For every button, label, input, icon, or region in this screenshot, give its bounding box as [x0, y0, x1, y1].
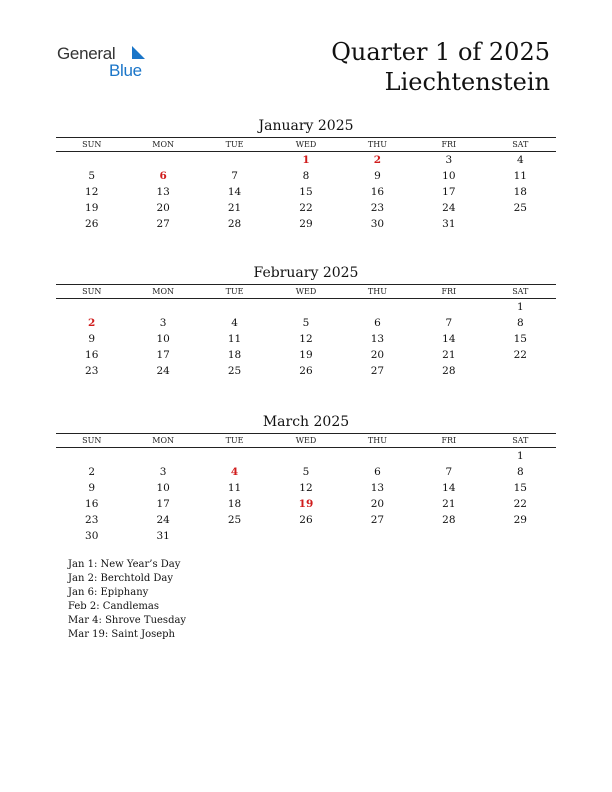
day-cell: 19	[298, 498, 314, 510]
day-cell: 27	[370, 514, 385, 526]
day-cell: 30	[85, 530, 99, 542]
weekday-mon: MON	[152, 287, 174, 296]
weekday-fri: FRI	[441, 287, 457, 296]
day-cell: 9	[374, 170, 381, 182]
day-grid	[56, 448, 556, 544]
empty-cell	[56, 299, 127, 315]
day-cell: 2	[88, 466, 96, 478]
day-cell: 13	[370, 333, 385, 345]
day-cell: 14	[442, 482, 456, 494]
empty-cell	[413, 299, 484, 315]
day-cell: 17	[156, 498, 170, 510]
empty-cell	[199, 152, 270, 168]
day-cell: 15	[513, 482, 527, 494]
day-cell: 10	[442, 170, 456, 182]
day-cell: 22	[513, 498, 527, 510]
day-cell: 4	[231, 317, 238, 329]
day-cell: 23	[85, 514, 99, 526]
day-cell: 14	[227, 186, 242, 198]
month-january	[56, 117, 556, 232]
weekday-wed: WED	[295, 287, 317, 296]
empty-cell	[127, 448, 198, 464]
weekday-thu: THU	[367, 436, 387, 445]
empty-cell	[270, 448, 341, 464]
month-february	[56, 264, 556, 379]
day-cell: 24	[442, 202, 456, 214]
day-cell: 18	[227, 498, 242, 510]
title-quarter: Quarter 1 of 2025	[331, 38, 550, 66]
day-cell: 11	[513, 170, 527, 182]
day-cell: 27	[370, 365, 385, 377]
day-cell: 25	[227, 514, 242, 526]
day-cell: 14	[442, 333, 456, 345]
weekday-fri: FRI	[441, 140, 457, 149]
holiday-notes	[68, 558, 186, 642]
day-cell: 1	[516, 301, 524, 313]
day-cell: 6	[374, 466, 381, 478]
day-cell: 3	[159, 317, 167, 329]
weekday-fri: FRI	[441, 436, 457, 445]
day-cell: 2	[373, 154, 382, 166]
logo-general: General	[57, 44, 116, 63]
day-cell: 13	[156, 186, 170, 198]
day-cell: 5	[302, 466, 310, 478]
day-cell: 21	[227, 202, 242, 214]
weekday-sun: SUN	[82, 287, 102, 296]
day-cell: 5	[302, 317, 310, 329]
day-cell: 28	[442, 514, 456, 526]
month-title: February 2025	[253, 265, 359, 281]
day-cell: 22	[513, 349, 527, 361]
day-cell: 20	[370, 349, 385, 361]
day-cell: 28	[227, 218, 242, 230]
month-march	[56, 413, 556, 544]
day-cell: 31	[156, 530, 170, 542]
day-cell: 18	[227, 349, 242, 361]
holiday-note: Feb 2: Candlemas	[68, 601, 159, 612]
day-cell: 12	[85, 186, 99, 198]
day-cell: 16	[370, 186, 385, 198]
day-cell: 25	[227, 365, 242, 377]
holiday-note: Jan 1: New Year’s Day	[68, 559, 181, 570]
weekday-sat: SAT	[512, 140, 529, 149]
day-cell: 16	[85, 498, 99, 510]
day-cell: 6	[159, 170, 167, 182]
month-title: January 2025	[258, 118, 354, 134]
weekday-sat: SAT	[512, 436, 529, 445]
day-cell: 20	[370, 498, 385, 510]
day-cell: 7	[445, 466, 453, 478]
day-cell: 10	[156, 333, 170, 345]
day-cell: 29	[299, 218, 313, 230]
day-cell: 1	[302, 154, 310, 166]
day-cell: 11	[227, 482, 242, 494]
empty-cell	[56, 448, 127, 464]
day-cell: 6	[374, 317, 381, 329]
day-cell: 22	[299, 202, 313, 214]
page-title	[331, 37, 550, 97]
empty-cell	[342, 448, 413, 464]
empty-cell	[127, 299, 198, 315]
empty-cell	[413, 448, 484, 464]
day-cell: 20	[156, 202, 170, 214]
empty-cell	[127, 152, 198, 168]
day-cell: 15	[299, 186, 313, 198]
weekday-header	[56, 137, 556, 152]
day-cell: 17	[442, 186, 456, 198]
day-cell: 21	[442, 498, 456, 510]
day-cell: 26	[85, 218, 99, 230]
day-cell: 4	[516, 154, 524, 166]
day-cell: 1	[516, 450, 524, 462]
day-cell: 30	[370, 218, 385, 230]
day-cell: 23	[85, 365, 99, 377]
day-cell: 5	[88, 170, 96, 182]
day-cell: 29	[513, 514, 527, 526]
weekday-wed: WED	[295, 140, 317, 149]
day-grid	[56, 152, 556, 232]
weekday-mon: MON	[152, 436, 174, 445]
empty-cell	[199, 448, 270, 464]
weekday-mon: MON	[152, 140, 174, 149]
weekday-sat: SAT	[512, 287, 529, 296]
empty-cell	[270, 299, 341, 315]
day-cell: 16	[85, 349, 99, 361]
day-cell: 18	[513, 186, 527, 198]
weekday-tue: TUE	[225, 287, 244, 296]
day-cell: 21	[442, 349, 456, 361]
day-cell: 27	[156, 218, 170, 230]
empty-cell	[342, 299, 413, 315]
day-cell: 2	[88, 317, 96, 329]
day-cell: 15	[513, 333, 527, 345]
weekday-wed: WED	[295, 436, 317, 445]
day-cell: 8	[516, 317, 524, 329]
day-cell: 3	[445, 154, 453, 166]
holiday-note: Jan 6: Epiphany	[68, 587, 149, 598]
holiday-note: Mar 4: Shrove Tuesday	[68, 615, 187, 626]
day-cell: 24	[156, 514, 170, 526]
holiday-note: Mar 19: Saint Joseph	[68, 629, 176, 640]
day-grid	[56, 299, 556, 379]
day-cell: 28	[442, 365, 456, 377]
month-title: March 2025	[262, 414, 350, 430]
logo	[57, 44, 157, 80]
day-cell: 31	[442, 218, 456, 230]
day-cell: 13	[370, 482, 385, 494]
title-country: Liechtenstein	[384, 68, 550, 96]
empty-cell	[56, 152, 127, 168]
day-cell: 7	[231, 170, 238, 182]
weekday-sun: SUN	[82, 436, 102, 445]
day-cell: 19	[299, 349, 313, 361]
day-cell: 4	[230, 466, 239, 478]
day-cell: 9	[88, 333, 96, 345]
day-cell: 25	[513, 202, 527, 214]
day-cell: 8	[516, 466, 524, 478]
weekday-sun: SUN	[82, 140, 102, 149]
day-cell: 12	[299, 333, 313, 345]
day-cell: 26	[299, 365, 313, 377]
logo-blue: Blue	[109, 61, 142, 80]
day-cell: 3	[159, 466, 167, 478]
day-cell: 17	[156, 349, 170, 361]
day-cell: 9	[88, 482, 96, 494]
day-cell: 26	[299, 514, 313, 526]
weekday-header	[56, 284, 556, 299]
weekday-tue: TUE	[225, 140, 244, 149]
day-cell: 11	[227, 333, 242, 345]
weekday-thu: THU	[367, 287, 387, 296]
day-cell: 19	[85, 202, 99, 214]
day-cell: 8	[302, 170, 310, 182]
day-cell: 23	[370, 202, 385, 214]
weekday-header	[56, 433, 556, 448]
holiday-note: Jan 2: Berchtold Day	[68, 573, 174, 584]
day-cell: 12	[299, 482, 313, 494]
weekday-tue: TUE	[225, 436, 244, 445]
day-cell: 7	[445, 317, 453, 329]
day-cell: 24	[156, 365, 170, 377]
empty-cell	[199, 299, 270, 315]
logo-triangle-icon	[124, 46, 146, 62]
weekday-thu: THU	[367, 140, 387, 149]
day-cell: 10	[156, 482, 170, 494]
